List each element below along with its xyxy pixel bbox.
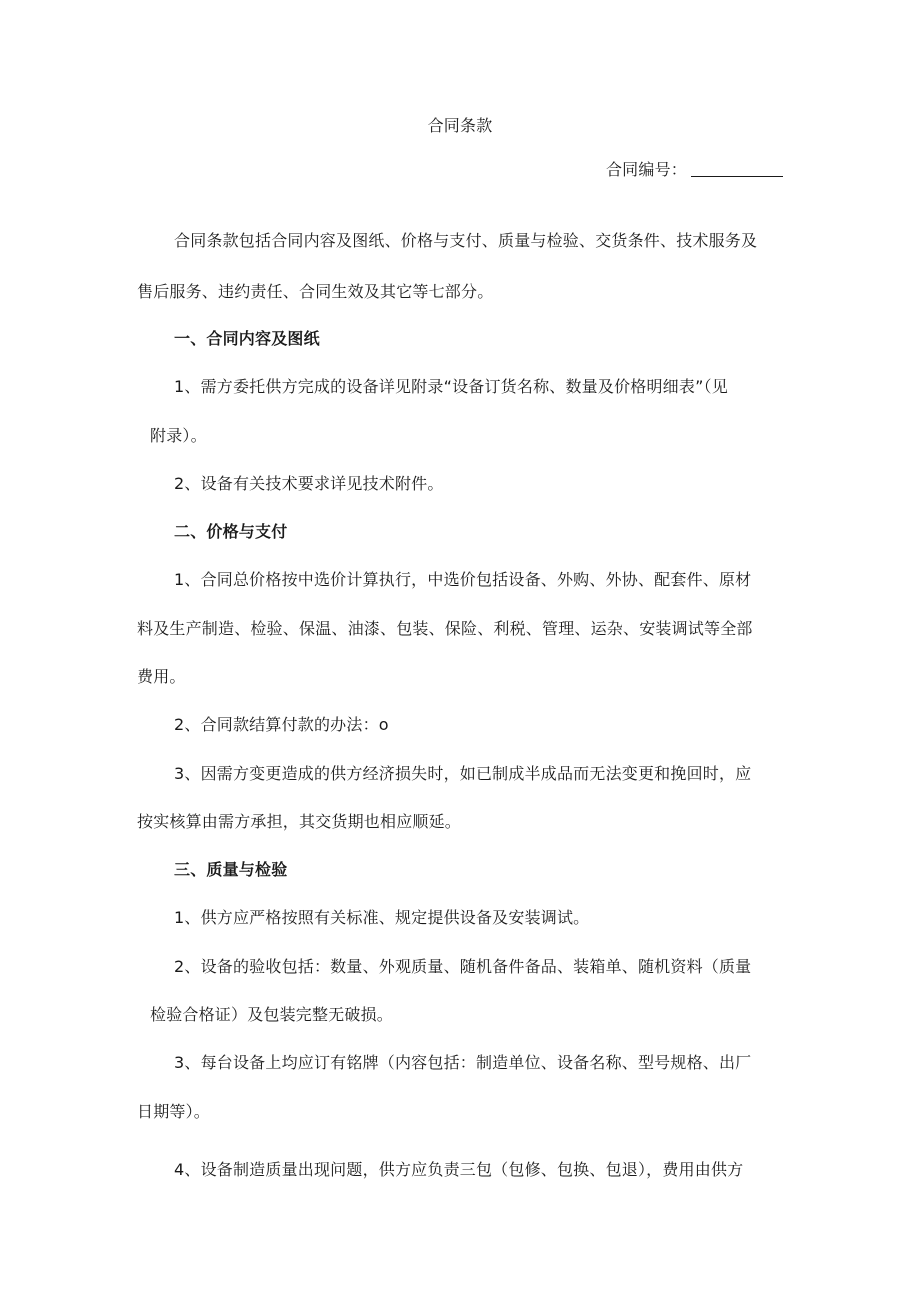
section-2-item-3-line-2: 按实核算由需方承担，其交货期也相应顺延。: [137, 812, 462, 831]
intro-line-2: 售后服务、违约责任、合同生效及其它等七部分。: [137, 282, 494, 301]
page-title: 合同条款: [427, 116, 493, 135]
section-3-item-4-line-1: 4、设备制造质量出现问题，供方应负责三包（包修、包换、包退），费用由供方: [174, 1160, 744, 1179]
section-2-item-3-line-1: 3、因需方变更造成的供方经济损失时，如已制成半成品而无法变更和挽回时，应: [174, 764, 752, 783]
section-2-item-1-line-1: 1、合同总价格按中选价计算执行，中选价包括设备、外购、外协、配套件、原材: [174, 570, 752, 589]
section-1-item-1-line-2: 附录）。: [150, 426, 207, 445]
section-1-item-2: 2、设备有关技术要求详见技术附件。: [174, 474, 444, 493]
section-3-item-2-line-1: 2、设备的验收包括：数量、外观质量、随机备件备品、装箱单、随机资料（质量: [174, 957, 752, 976]
intro-line-1: 合同条款包括合同内容及图纸、价格与支付、质量与检验、交货条件、技术服务及: [174, 231, 758, 250]
section-2-item-1-line-2: 料及生产制造、检验、保温、油漆、包装、保险、利税、管理、运杂、安装调试等全部: [137, 619, 753, 638]
section-2-item-1-line-3: 费用。: [137, 667, 186, 686]
section-heading-3: 三、质量与检验: [174, 860, 288, 879]
section-3-item-2-line-2: 检验合格证）及包装完整无破损。: [150, 1005, 394, 1024]
contract-number-row: [606, 159, 783, 181]
section-3-item-3-line-1: 3、每台设备上均应订有铭牌（内容包括：制造单位、设备名称、型号规格、出厂: [174, 1053, 752, 1072]
contract-number-label: 合同编号：: [605, 160, 687, 179]
section-2-item-2: 2、合同款结算付款的办法：o: [174, 715, 389, 734]
section-3-item-1: 1、供方应严格按照有关标准、规定提供设备及安装调试。: [174, 908, 590, 927]
contract-number-blank: [691, 160, 783, 177]
section-3-item-3-line-2: 日期等）。: [137, 1102, 211, 1121]
section-heading-1: 一、合同内容及图纸: [174, 329, 320, 348]
section-1-item-1-line-1: 1、需方委托供方完成的设备详见附录“设备订货名称、数量及价格明细表”（见: [174, 377, 728, 396]
section-heading-2: 二、价格与支付: [174, 522, 288, 541]
